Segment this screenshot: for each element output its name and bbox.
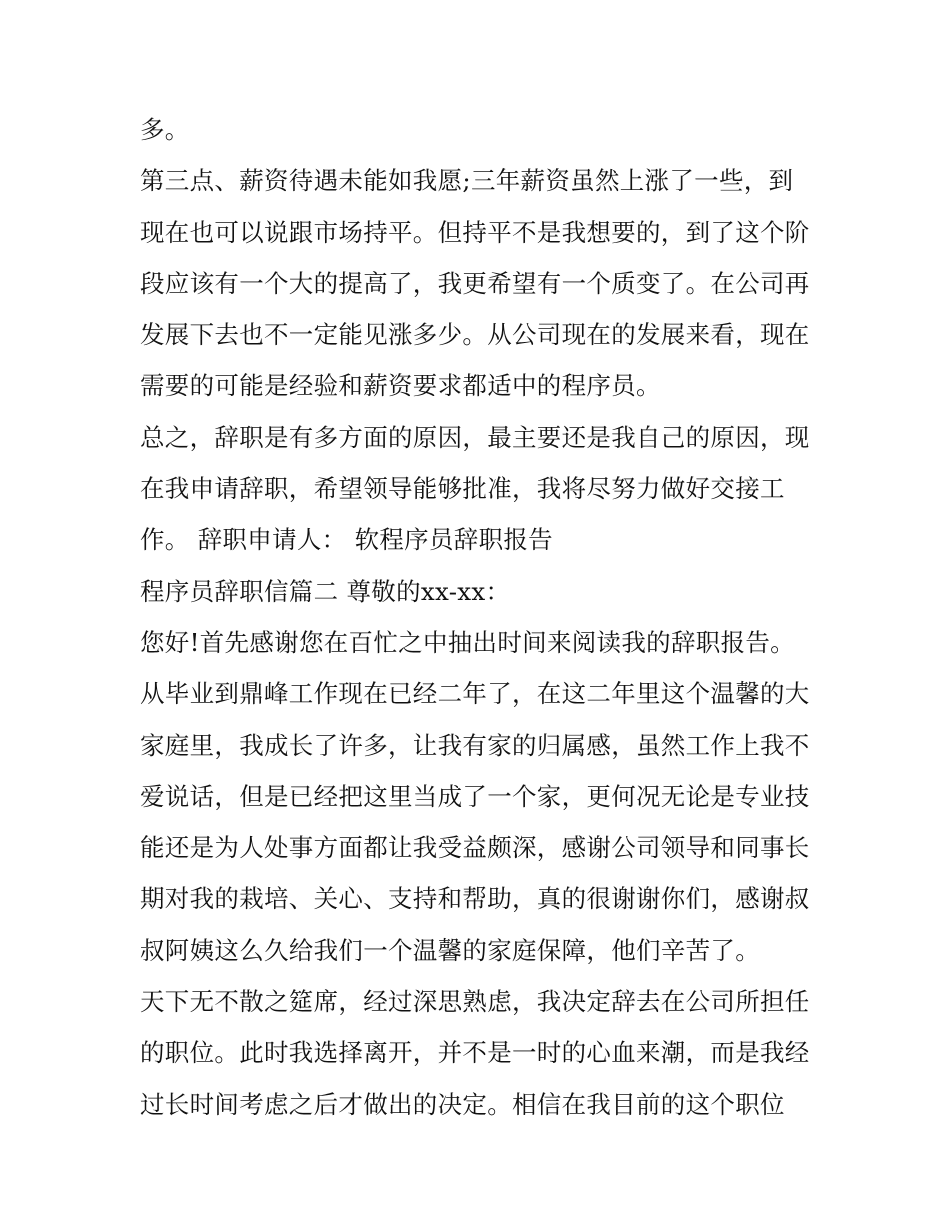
text-line: 期对我的栽培、关心、支持和帮助，真的很谢谢你们，感谢叔	[140, 884, 810, 914]
text-line: 多。	[140, 115, 190, 144]
text-line: 发展下去也不一定能见涨多少。从公司现在的发展来看，现在	[140, 320, 810, 350]
text-line: 过长时间考虑之后才做出的决定。相信在我目前的这个职位	[140, 1089, 785, 1119]
text-line: 总之，辞职是有多方面的原因，最主要还是我自己的原因，现	[140, 422, 810, 452]
text-line: 家庭里，我成长了许多，让我有家的归属感，虽然工作上我不	[140, 730, 810, 760]
text-line: 叔阿姨这么久给我们一个温馨的家庭保障，他们辛苦了。	[140, 935, 760, 965]
text-line: 天下无不散之筵席，经过深思熟虑，我决定辞去在公司所担任	[140, 987, 810, 1017]
text-line: 第三点、薪资待遇未能如我愿;三年薪资虽然上涨了一些，到	[140, 166, 794, 196]
text-line: 作。 辞职申请人： 软程序员辞职报告	[140, 525, 553, 555]
text-line: 从毕业到鼎峰工作现在已经二年了，在这二年里这个温馨的大	[140, 679, 810, 709]
text-line: 的职位。此时我选择离开，并不是一时的心血来潮，而是我经	[140, 1038, 810, 1068]
text-line: 能还是为人处事方面都让我受益颇深，感谢公司领导和同事长	[140, 833, 810, 863]
text-line: 现在也可以说跟市场持平。但持平不是我想要的，到了这个阶	[140, 217, 810, 247]
text-line: 段应该有一个大的提高了，我更希望有一个质变了。在公司再	[140, 268, 810, 298]
text-line: 爱说话，但是已经把这里当成了一个家，更何况无论是专业技	[140, 781, 810, 811]
text-line: 需要的可能是经验和薪资要求都适中的程序员。	[140, 371, 661, 401]
text-line: 您好!首先感谢您在百忙之中抽出时间来阅读我的辞职报告。	[140, 627, 795, 657]
text-line: 在我申请辞职，希望领导能够批准，我将尽努力做好交接工	[140, 474, 785, 504]
document-body	[140, 104, 820, 1130]
section-heading-line: 程序员辞职信篇二 尊敬的xx-xx：	[140, 576, 511, 606]
